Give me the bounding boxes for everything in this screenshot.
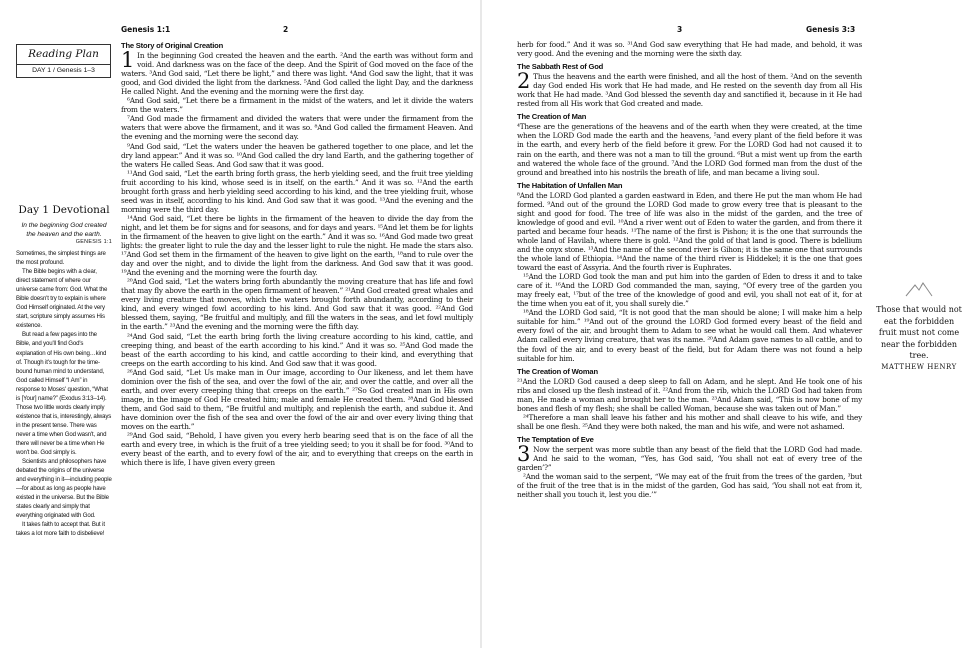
scripture-text: In the beginning God created the heaven and the earth. ²And the earth was without form and void. And darkness was on the face of the deep. And the Spirit of God moved on the face of the waters. ³And God said, “Let there be light,” and there was light. ⁴And God saw the light, that it was good, and God divided the light from the darkness. ⁵And God called the light Day, and the darkness He called Night. And the evening and the morning were the first day. <box>121 51 473 97</box>
scripture-paragraph: ¹⁴And God said, “Let there be lights in the firmament of the heaven to divide the day from the night, and let them be for signs and for seasons, and for days and years. ¹⁵And let them be for lights in the firmament of the heaven to give light on the earth.” And it was so. ¹⁶And God made two great lights: the greater light to rule the day and the lesser light to rule the night. He made the stars also. ¹⁷And God set them in the firmament of the heaven to give light on the earth, ¹⁸and to rule over the day and over the night, and to divide the light from the darkness. And God saw that it was good. ¹⁹And the evening and the morning were the fourth day. <box>121 213 473 278</box>
scripture-paragraph: ⁷And God made the firmament and divided the waters that were under the firmament from the waters that were above the firmament, and it was so. ⁸And God called the firmament Heaven. And the evening and the morning were the second day. <box>121 114 473 142</box>
devotional-paragraph: It takes faith to accept that. But it takes a lot more faith to disbelieve! <box>16 521 105 538</box>
devotional-paragraph: The Bible begins with a clear, direct statement of where our universe came from: God. What the Bible doesn't try to explain is where God Himself originated. At the very start, scripture simply assumes His existence. <box>16 268 108 330</box>
scripture-paragraph <box>517 441 862 473</box>
scripture-paragraph: ¹¹And God said, “Let the earth bring forth grass, the herb yielding seed, and the fruit tree yielding fruit according to his kind, whose seed is in itself, on the earth.” And it was so. ¹²And the earth brought forth grass and herb yielding seed according to his kind, and the tree yielding fruit, whose seed was in itself, according to his kind. And God saw that it was good. ¹³And the evening and the morning were the third day. <box>121 168 473 214</box>
scripture-column-left <box>121 41 473 467</box>
scripture-paragraph <box>121 48 473 97</box>
quote-text: Those that would not eat the forbidden fruit must not come near the forbidden tree. <box>876 305 962 361</box>
scripture-paragraph: ²⁴And God said, “Let the earth bring forth the living creature according to his kind, cattle, and creeping thing, and beast of the earth according to his kind.” And it was so. ²⁵And God made the beast of the earth according to his kind, and cattle according to their kind, and everything that creeps on the earth according to his kind. And God saw that it was good. <box>121 331 473 368</box>
left-header-reference: Genesis 1:1 <box>121 25 171 34</box>
scripture-paragraph: ¹⁸And the LORD God said, “It is not good that the man should be alone; I will make him a help suitable for him.” ¹⁹And out of the ground the LORD God formed every beast of the field and every fowl of the air, and brought them to Adam to see what he would call them. And whatever Adam called every living creature, that was its name. ²⁰And Adam gave names to all cattle, and to the fowl of the air, and to every beast of the field, but for Adam there was not found a help suitable for him. <box>517 308 862 363</box>
scripture-paragraph: ²⁰And God said, “Let the waters bring forth abundantly the moving creature that has life and fowl that may fly above the earth in the open firmament of heaven.” ²¹And God created great whales and every living creature that moves, which the waters brought forth abundantly, according to their kind, and every winged fowl according to his kind. And God saw that it was good. ²²And God blessed them, saying, “Be fruitful and multiply, and fill the waters in the seas, and let fowl multiply in the earth.” ²³And the evening and the morning were the fifth day. <box>121 277 473 332</box>
scripture-paragraph: ²¹And the LORD God caused a deep sleep to fall on Adam, and he slept. And He took one of his ribs and closed up the flesh instead of it. ²²And from the rib, which the LORD God had taken from man, He made a woman and brought her to the man. ²³And Adam said, “This is now bone of my bones and flesh of my flesh; she shall be called Woman, because she was taken out of Man.” <box>517 376 862 413</box>
devotional-paragraph: But read a few pages into the Bible, and you'll find God's explanation of His own being…kind of. Though it's tough for the time-bound human mind to understand, God called Himself “I Am” in response to Moses' question, “What is [Your] name?” (Exodus 3:13–14). Those two little words clearly imply existence that is, interestingly, always in the present tense. There was never a time when God wasn't, and there will never be a time when He won't be. God simply is. <box>16 331 112 457</box>
scripture-paragraph <box>517 69 862 109</box>
right-page <box>482 0 963 648</box>
quote-sidebar <box>874 280 963 374</box>
quote-author: MATTHEW HENRY <box>881 362 957 371</box>
section-heading: The Temptation of Eve <box>517 434 594 444</box>
scripture-paragraph: ⁸And the LORD God planted a garden eastward in Eden, and there He put the man whom He had formed. ⁹And out of the ground the LORD God made to grow every tree that is pleasant to the sight and good for food. The tree of life was also in the midst of the garden, and the tree of knowledge of good and evil. ¹⁰And a river went out of Eden to water the garden, and from there it parted and became four heads. ¹¹The name of the first is Pishon; it is the one that surrounds the whole land of Havilah, where there is gold. ¹²And the gold of that land is good. There is bdellium and the onyx stone. ¹³And the name of the second river is Gihon; it is the same one that surrounds the whole land of Ethiopia. ¹⁴And the name of the third river is Hiddekel; it is the one that goes toward the east of Assyria. And the fourth river is Euphrates. <box>517 190 862 273</box>
mountain-icon <box>904 280 934 298</box>
section-heading: The Story of Original Creation <box>121 41 224 50</box>
scripture-paragraph: ²⁴Therefore a man shall leave his father and his mother and shall cleave to his wife, and they shall be one flesh. ²⁵And they were both naked, the man and his wife, and were not ashamed. <box>517 412 862 431</box>
devotional-body <box>16 249 112 539</box>
section-heading: The Sabbath Rest of God <box>517 62 604 72</box>
section-heading: The Habitation of Unfallen Man <box>517 180 623 190</box>
section-heading: The Creation of Man <box>517 112 587 122</box>
section-heading: The Creation of Woman <box>517 366 598 376</box>
scripture-text: Thus the heavens and the earth were finished, and all the host of them. ²And on the seventh day God ended His work that He had made, and He rested on the seventh day from all His work that He had made. ³And God blessed the seventh day and sanctified it, because in it He had rested from all His work that God created and made. <box>517 72 862 109</box>
scripture-paragraph: ²⁹And God said, “Behold, I have given you every herb bearing seed that is on the face of all the earth and every tree, in which is the fruit of a tree yielding seed; to you it shall be for food. ³⁰And to every beast of the earth, and to every fowl of the air, and to everything that creeps on the earth in which there is life, I have given every green <box>121 431 473 468</box>
chapter-number: 1 <box>121 48 135 73</box>
scripture-continuation: herb for food.” And it was so. ³¹And God saw everything that He had made, and behold, it was very good. And the evening and the morning were the sixth day. <box>517 40 862 59</box>
right-page-number: 3 <box>677 25 683 34</box>
reading-plan-box <box>16 44 111 78</box>
scripture-paragraph: ¹⁵And the LORD God took the man and put him into the garden of Eden to dress it and to take care of it. ¹⁶And the LORD God commanded the man, saying, “Of every tree of the garden you may freely eat, ¹⁷but of the tree of the knowledge of good and evil, you shall not eat of it, for at the time when you eat of it, you shall surely die.” <box>517 272 862 309</box>
devotional-verse: In the beginning God created the heaven and the earth. <box>21 222 107 238</box>
scripture-paragraph: ²And the woman said to the serpent, “We may eat of the fruit from the trees of the garden, ³but of the fruit of the tree that is in the midst of the garden, God has said, ‘You shall not eat from it, neither shall you touch it, lest you die.’” <box>517 472 862 500</box>
devotional-paragraph: Scientists and philosophers have debated the origins of the universe and everything in it—including people—for about as long as people have existed in the universe. But the Bible states clearly and simply that everything originated with God. <box>16 458 112 520</box>
scripture-paragraph: ²⁶And God said, “Let Us make man in Our image, according to Our likeness, and let them have dominion over the fish of the sea, and over the fowl of the air, and over the cattle, and over all the earth, and over every creeping thing that creeps on the earth.” ²⁷So God created man in His own image, in the image of God He created him; male and female He created them. ²⁸And God blessed them, and God said to them, “Be fruitful and multiply, and replenish the earth, and subdue it. And have dominion over the fish of the sea and over the fowl of the air and over every living thing that moves on the earth.” <box>121 367 473 431</box>
chapter-number: 3 <box>517 441 531 466</box>
scripture-paragraph: ⁹And God said, “Let the waters under the heaven be gathered together to one place, and let the dry land appear.” And it was so. ¹⁰And God called the dry land Earth, and the gathering together of the waters He called Seas. And God saw that it was good. <box>121 141 473 169</box>
reading-plan-day: DAY 1 / Genesis 1–3 <box>17 64 110 77</box>
chapter-number: 2 <box>517 69 531 94</box>
devotional <box>16 204 112 539</box>
scripture-column-right <box>517 40 862 499</box>
scripture-text: Now the serpent was more subtle than any beast of the field that the LORD God had made. And he said to the woman, “Yes, has God said, ‘You shall not eat of every tree of the garden’?” <box>517 444 862 473</box>
scripture-paragraph: ⁴These are the generations of the heavens and of the earth when they were created, at the time when the LORD God made the earth and the heavens, ⁵and every plant of the field before it was in the earth, and every herb of the field before it grew. For the LORD God had not caused it to rain on the earth, and there was not a man to till the ground. ⁶But a mist went up from the earth and watered the whole face of the ground. ⁷And the LORD God formed man from the dust of the ground and breathed into his nostrils the breath of life, and man became a living soul. <box>517 122 862 177</box>
right-header-reference: Genesis 3:3 <box>806 25 856 34</box>
devotional-title: Day 1 Devotional <box>18 204 110 216</box>
devotional-verse-ref: GENESIS 1:1 <box>75 239 112 245</box>
left-page-number: 2 <box>283 25 289 34</box>
left-page <box>0 0 481 648</box>
reading-plan-title: Reading Plan <box>28 48 99 60</box>
devotional-paragraph: Sometimes, the simplest things are the most profound. <box>16 250 106 267</box>
scripture-paragraph: ⁶And God said, “Let there be a firmament in the midst of the waters, and let it divide the waters from the waters.” <box>121 96 473 115</box>
